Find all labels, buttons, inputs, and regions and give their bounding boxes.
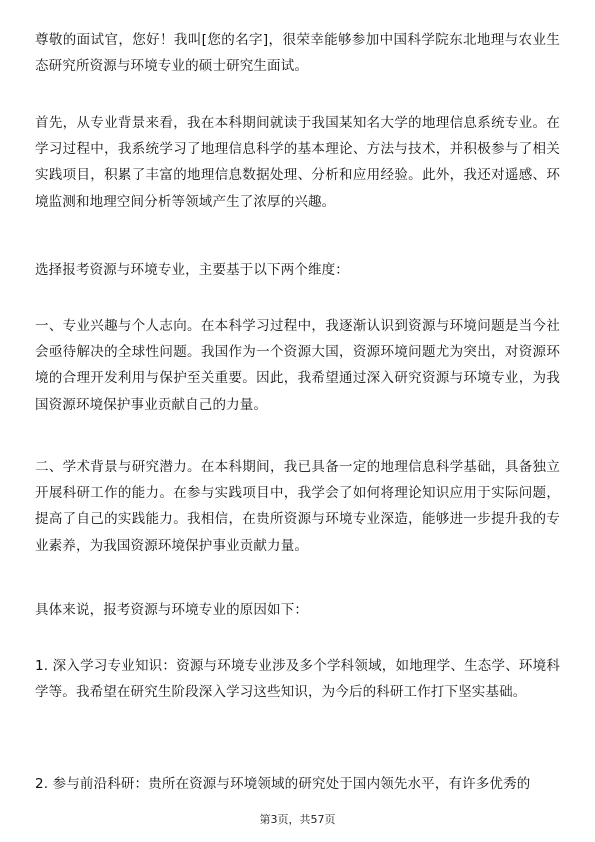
paragraph-greeting: 尊敬的面试官，您好！我叫[您的名字]，很荣幸能够参加中国科学院东北地理与农业生态研究所资源与环境专业的硕士研究生面试。 (35, 32, 560, 75)
paragraph-reason-1: 1. 深入学习专业知识：资源与环境专业涉及多个学科领域，如地理学、生态学、环境科学等。我希望在研究生阶段深入学习这些知识，为今后的科研工作打下坚实基础。 (35, 658, 560, 701)
paragraph-interest: 一、专业兴趣与个人志向。在本科学习过程中，我逐渐认识到资源与环境问题是当今社会亟待解决的全球性问题。我国作为一个资源大国，资源环境问题尤为突出，对资源环境的合理开发利用与保护至关重要。因此，我希望通过深入研究资源与环境专业，为我国资源环境保护事业贡献自己的力量。 (35, 318, 560, 413)
paragraph-reason-2: 2. 参与前沿科研：贵所在资源与环境领域的研究处于国内领先水平，有许多优秀的 (35, 776, 531, 792)
paragraph-academic: 二、学术背景与研究潜力。在本科期间，我已具备一定的地理信息科学基础，具备独立开展科研工作的能力。在参与实践项目中，我学会了如何将理论知识应用于实际问题，提高了自己的实践能力。我相信，在贵所资源与环境专业深造，能够进一步提升我的专业素养，为我国资源环境保护事业贡献力量。 (35, 459, 560, 554)
page-footer: 第3页，共57页 (259, 813, 336, 826)
paragraph-dimensions-intro: 选择报考资源与环境专业，主要基于以下两个维度： (35, 262, 349, 278)
paragraph-background: 首先，从专业背景来看，我在本科期间就读于我国某知名大学的地理信息系统专业。在学习过程中，我系统学习了地理信息科学的基本理论、方法与技术，并积极参与了相关实践项目，积累了丰富的地理信息数据处理、分析和应用经验。此外，我还对遥感、环境监测和地理空间分析等领域产生了浓厚的兴趣。 (35, 115, 560, 210)
paragraph-reasons-intro: 具体来说，报考资源与环境专业的原因如下： (35, 602, 308, 618)
